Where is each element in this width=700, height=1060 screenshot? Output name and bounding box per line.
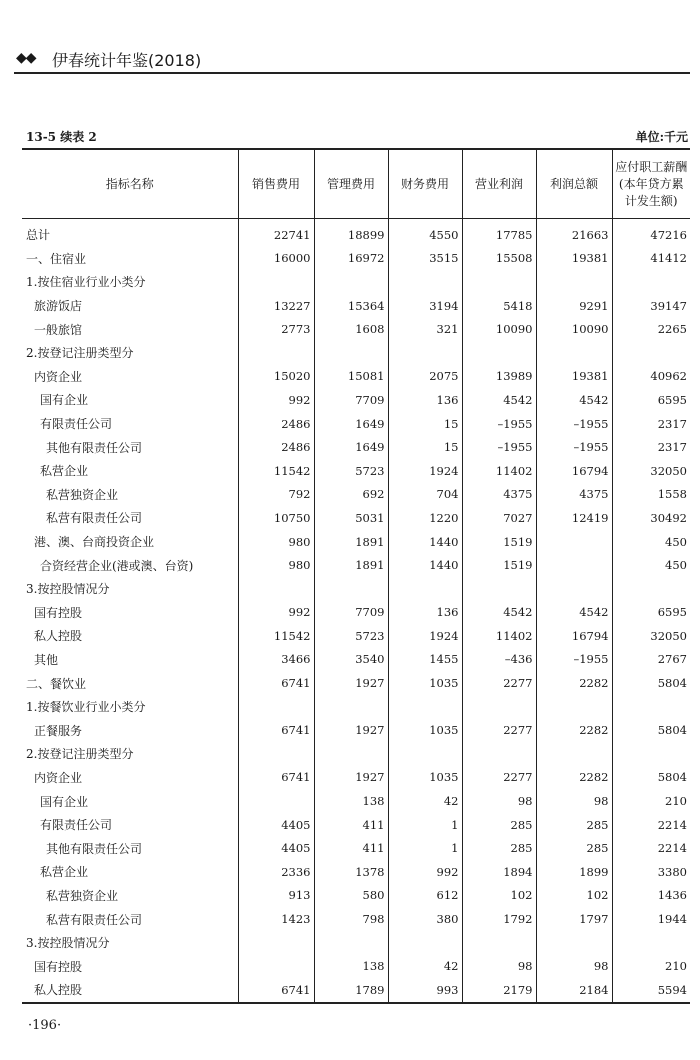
cell-value bbox=[238, 742, 314, 766]
cell-value: 321 bbox=[388, 317, 462, 341]
cell-value: 1455 bbox=[388, 648, 462, 672]
row-label: 私营有限责任公司 bbox=[46, 511, 143, 526]
cell-value bbox=[612, 742, 690, 766]
cell-value: 11402 bbox=[462, 624, 536, 648]
cell-value: 16794 bbox=[536, 459, 612, 483]
cell-value: 992 bbox=[238, 388, 314, 412]
row-label: 二、餐饮业 bbox=[26, 676, 87, 691]
cell-value: 16000 bbox=[238, 247, 314, 271]
cell-value: 3515 bbox=[388, 247, 462, 271]
cell-value bbox=[536, 341, 612, 365]
column-header-finance-expense: 财务费用 bbox=[388, 149, 462, 219]
cell-value: 1927 bbox=[314, 671, 388, 695]
cell-value: 2277 bbox=[462, 766, 536, 790]
table-row bbox=[22, 530, 690, 554]
cell-value bbox=[314, 931, 388, 955]
cell-value bbox=[314, 341, 388, 365]
cell-value bbox=[388, 931, 462, 955]
cell-value: 5594 bbox=[612, 978, 690, 1003]
cell-value: 15 bbox=[388, 435, 462, 459]
cell-value: 3194 bbox=[388, 294, 462, 318]
row-label: 其他有限责任公司 bbox=[46, 841, 143, 856]
cell-value: 15020 bbox=[238, 365, 314, 389]
cell-value: 41412 bbox=[612, 247, 690, 271]
cell-value: –1955 bbox=[462, 412, 536, 436]
table-row bbox=[22, 978, 690, 1003]
cell-value: 32050 bbox=[612, 459, 690, 483]
cell-value: 1 bbox=[388, 813, 462, 837]
cell-value: 1927 bbox=[314, 718, 388, 742]
cell-value bbox=[314, 695, 388, 719]
table-row bbox=[22, 789, 690, 813]
diamond-marker-icon: ◆◆ bbox=[16, 50, 36, 66]
cell-value bbox=[462, 695, 536, 719]
cell-value: 210 bbox=[612, 954, 690, 978]
row-label: 国有控股 bbox=[34, 959, 83, 974]
cell-value: 993 bbox=[388, 978, 462, 1003]
cell-value: 1519 bbox=[462, 553, 536, 577]
cell-value: 1035 bbox=[388, 671, 462, 695]
cell-value: 411 bbox=[314, 813, 388, 837]
cell-value: 1035 bbox=[388, 766, 462, 790]
cell-value: 1519 bbox=[462, 530, 536, 554]
cell-value bbox=[462, 931, 536, 955]
cell-value: 102 bbox=[536, 884, 612, 908]
table-row bbox=[22, 954, 690, 978]
cell-value: 6741 bbox=[238, 766, 314, 790]
cell-value: 2277 bbox=[462, 718, 536, 742]
table-row bbox=[22, 671, 690, 695]
cell-value: 980 bbox=[238, 553, 314, 577]
cell-value: 1035 bbox=[388, 718, 462, 742]
cell-value: 5031 bbox=[314, 506, 388, 530]
cell-value: 4405 bbox=[238, 813, 314, 837]
table-header-row bbox=[22, 149, 690, 219]
cell-value: 2317 bbox=[612, 435, 690, 459]
column-header-operating-profit: 营业利润 bbox=[462, 149, 536, 219]
table-row bbox=[22, 553, 690, 577]
cell-value: 19381 bbox=[536, 247, 612, 271]
cell-value: 285 bbox=[462, 813, 536, 837]
cell-value: 2767 bbox=[612, 648, 690, 672]
table-row bbox=[22, 742, 690, 766]
running-header bbox=[14, 46, 690, 74]
row-label: 一、住宿业 bbox=[26, 251, 87, 266]
table-row bbox=[22, 247, 690, 271]
cell-value: 1423 bbox=[238, 907, 314, 931]
cell-value: 7027 bbox=[462, 506, 536, 530]
cell-value: 102 bbox=[462, 884, 536, 908]
cell-value: 1378 bbox=[314, 860, 388, 884]
cell-value: 2282 bbox=[536, 718, 612, 742]
cell-value: 11402 bbox=[462, 459, 536, 483]
cell-value bbox=[462, 577, 536, 601]
cell-value: 6741 bbox=[238, 718, 314, 742]
cell-value: 1649 bbox=[314, 412, 388, 436]
cell-value: 2773 bbox=[238, 317, 314, 341]
cell-value: –1955 bbox=[536, 648, 612, 672]
row-label: 私营独资企业 bbox=[46, 487, 119, 502]
cell-value: 2486 bbox=[238, 412, 314, 436]
cell-value: 913 bbox=[238, 884, 314, 908]
cell-value: 2277 bbox=[462, 671, 536, 695]
cell-value: 4375 bbox=[462, 483, 536, 507]
table-row bbox=[22, 483, 690, 507]
cell-value: 980 bbox=[238, 530, 314, 554]
cell-value bbox=[536, 270, 612, 294]
cell-value: 5804 bbox=[612, 671, 690, 695]
cell-value: –1955 bbox=[462, 435, 536, 459]
cell-value: 42 bbox=[388, 789, 462, 813]
cell-value: 1220 bbox=[388, 506, 462, 530]
cell-value: 15364 bbox=[314, 294, 388, 318]
cell-value: 11542 bbox=[238, 624, 314, 648]
cell-value: 18899 bbox=[314, 219, 388, 247]
cell-value: 10750 bbox=[238, 506, 314, 530]
cell-value: 9291 bbox=[536, 294, 612, 318]
cell-value: 5804 bbox=[612, 718, 690, 742]
cell-value: 411 bbox=[314, 836, 388, 860]
cell-value: 612 bbox=[388, 884, 462, 908]
cell-value bbox=[238, 954, 314, 978]
cell-value: 4542 bbox=[536, 388, 612, 412]
cell-value: 1792 bbox=[462, 907, 536, 931]
column-header-sales-expense: 销售费用 bbox=[238, 149, 314, 219]
cell-value: 5418 bbox=[462, 294, 536, 318]
row-label: 1.按住宿业行业小类分 bbox=[26, 275, 146, 290]
table-row bbox=[22, 270, 690, 294]
cell-value: 2214 bbox=[612, 813, 690, 837]
table-row bbox=[22, 718, 690, 742]
cell-value: 1649 bbox=[314, 435, 388, 459]
row-label: 3.按控股情况分 bbox=[26, 582, 110, 597]
table-row bbox=[22, 836, 690, 860]
cell-value bbox=[388, 742, 462, 766]
cell-value bbox=[612, 577, 690, 601]
cell-value: 4542 bbox=[462, 601, 536, 625]
cell-value: 450 bbox=[612, 553, 690, 577]
row-label: 内资企业 bbox=[34, 770, 83, 785]
table-row bbox=[22, 388, 690, 412]
cell-value: 98 bbox=[536, 789, 612, 813]
cell-value: 30492 bbox=[612, 506, 690, 530]
cell-value: 7709 bbox=[314, 388, 388, 412]
table-row bbox=[22, 219, 690, 247]
cell-value: 2282 bbox=[536, 671, 612, 695]
cell-value: 138 bbox=[314, 789, 388, 813]
cell-value: 6595 bbox=[612, 601, 690, 625]
row-label: 私营独资企业 bbox=[46, 888, 119, 903]
row-label: 有限责任公司 bbox=[40, 417, 113, 432]
cell-value: 42 bbox=[388, 954, 462, 978]
cell-value: 10090 bbox=[536, 317, 612, 341]
cell-value: 136 bbox=[388, 601, 462, 625]
cell-value: 10090 bbox=[462, 317, 536, 341]
table-row bbox=[22, 435, 690, 459]
cell-value: 15081 bbox=[314, 365, 388, 389]
cell-value bbox=[238, 577, 314, 601]
cell-value: 6741 bbox=[238, 671, 314, 695]
cell-value bbox=[536, 742, 612, 766]
cell-value: 992 bbox=[238, 601, 314, 625]
table-row bbox=[22, 813, 690, 837]
cell-value: 210 bbox=[612, 789, 690, 813]
cell-value: 4375 bbox=[536, 483, 612, 507]
cell-value: 4542 bbox=[462, 388, 536, 412]
cell-value bbox=[388, 341, 462, 365]
cell-value bbox=[314, 577, 388, 601]
table-row bbox=[22, 506, 690, 530]
cell-value: 138 bbox=[314, 954, 388, 978]
cell-value: 2184 bbox=[536, 978, 612, 1003]
cell-value: 15508 bbox=[462, 247, 536, 271]
table-id: 13-5 续表 2 bbox=[26, 130, 97, 144]
cell-value: 4550 bbox=[388, 219, 462, 247]
cell-value: 19381 bbox=[536, 365, 612, 389]
cell-value: –1955 bbox=[536, 435, 612, 459]
row-label: 内资企业 bbox=[34, 369, 83, 384]
table-row bbox=[22, 695, 690, 719]
cell-value: 580 bbox=[314, 884, 388, 908]
cell-value: 2336 bbox=[238, 860, 314, 884]
table-row bbox=[22, 412, 690, 436]
cell-value bbox=[462, 742, 536, 766]
row-label: 私营企业 bbox=[40, 464, 89, 479]
cell-value: 792 bbox=[238, 483, 314, 507]
cell-value: 1899 bbox=[536, 860, 612, 884]
row-label: 港、澳、台商投资企业 bbox=[34, 535, 155, 550]
cell-value bbox=[536, 553, 612, 577]
cell-value bbox=[388, 695, 462, 719]
table-row bbox=[22, 601, 690, 625]
cell-value: 2486 bbox=[238, 435, 314, 459]
cell-value: 450 bbox=[612, 530, 690, 554]
cell-value: 2179 bbox=[462, 978, 536, 1003]
column-header-indicator: 指标名称 bbox=[22, 149, 238, 219]
table-row bbox=[22, 766, 690, 790]
unit-label: 单位:千元 bbox=[635, 130, 688, 144]
row-label: 其他 bbox=[34, 652, 59, 667]
cell-value: 15 bbox=[388, 412, 462, 436]
row-label: 私人控股 bbox=[22, 978, 238, 1003]
cell-value bbox=[388, 577, 462, 601]
cell-value: 7709 bbox=[314, 601, 388, 625]
cell-value: 1440 bbox=[388, 553, 462, 577]
row-label: 国有控股 bbox=[34, 605, 83, 620]
cell-value: 1924 bbox=[388, 624, 462, 648]
cell-value bbox=[612, 695, 690, 719]
cell-value bbox=[314, 270, 388, 294]
cell-value: 2214 bbox=[612, 836, 690, 860]
row-label: 有限责任公司 bbox=[40, 818, 113, 833]
row-label: 旅游饭店 bbox=[34, 299, 83, 314]
statistics-table bbox=[22, 148, 690, 1004]
row-label: 一般旅馆 bbox=[34, 322, 83, 337]
cell-value: 1608 bbox=[314, 317, 388, 341]
cell-value: 21663 bbox=[536, 219, 612, 247]
cell-value: 1558 bbox=[612, 483, 690, 507]
cell-value: 40962 bbox=[612, 365, 690, 389]
cell-value: 1789 bbox=[314, 978, 388, 1003]
row-label: 3.按控股情况分 bbox=[26, 936, 110, 951]
cell-value: 13227 bbox=[238, 294, 314, 318]
cell-value: 11542 bbox=[238, 459, 314, 483]
table-body bbox=[22, 219, 690, 1003]
column-header-total-profit: 利润总额 bbox=[536, 149, 612, 219]
cell-value: 22741 bbox=[238, 219, 314, 247]
row-label: 私人控股 bbox=[34, 629, 83, 644]
table-row bbox=[22, 294, 690, 318]
table-row bbox=[22, 931, 690, 955]
cell-value bbox=[536, 577, 612, 601]
cell-value: 1440 bbox=[388, 530, 462, 554]
table-row bbox=[22, 317, 690, 341]
cell-value: 1894 bbox=[462, 860, 536, 884]
cell-value: 3380 bbox=[612, 860, 690, 884]
cell-value bbox=[238, 270, 314, 294]
cell-value bbox=[612, 270, 690, 294]
table-row bbox=[22, 365, 690, 389]
cell-value bbox=[314, 742, 388, 766]
cell-value bbox=[612, 931, 690, 955]
cell-value bbox=[536, 530, 612, 554]
cell-value: 5723 bbox=[314, 459, 388, 483]
table-row bbox=[22, 860, 690, 884]
cell-value bbox=[612, 341, 690, 365]
cell-value: 692 bbox=[314, 483, 388, 507]
cell-value: 1797 bbox=[536, 907, 612, 931]
cell-value: 285 bbox=[462, 836, 536, 860]
cell-value: 2265 bbox=[612, 317, 690, 341]
cell-value: 136 bbox=[388, 388, 462, 412]
row-label: 总计 bbox=[26, 228, 51, 243]
row-label: 私营企业 bbox=[40, 865, 89, 880]
cell-value: 1891 bbox=[314, 553, 388, 577]
row-label: 合资经营企业(港或澳、台资) bbox=[40, 558, 194, 573]
cell-value: 32050 bbox=[612, 624, 690, 648]
cell-value: 2317 bbox=[612, 412, 690, 436]
yearbook-title: 伊春统计年鉴(2018) bbox=[52, 51, 202, 70]
cell-value: 6595 bbox=[612, 388, 690, 412]
cell-value: 798 bbox=[314, 907, 388, 931]
cell-value: 1944 bbox=[612, 907, 690, 931]
table-row bbox=[22, 459, 690, 483]
cell-value: 16794 bbox=[536, 624, 612, 648]
column-header-admin-expense: 管理费用 bbox=[314, 149, 388, 219]
cell-value: 13989 bbox=[462, 365, 536, 389]
cell-value: 6741 bbox=[238, 978, 314, 1003]
row-label: 国有企业 bbox=[40, 393, 89, 408]
cell-value: 380 bbox=[388, 907, 462, 931]
cell-value: 1927 bbox=[314, 766, 388, 790]
cell-value: –1955 bbox=[536, 412, 612, 436]
cell-value: 285 bbox=[536, 813, 612, 837]
cell-value: 12419 bbox=[536, 506, 612, 530]
cell-value bbox=[462, 341, 536, 365]
cell-value bbox=[462, 270, 536, 294]
cell-value: 39147 bbox=[612, 294, 690, 318]
cell-value: 98 bbox=[462, 954, 536, 978]
row-label: 1.按餐饮业行业小类分 bbox=[26, 700, 146, 715]
cell-value: 4542 bbox=[536, 601, 612, 625]
cell-value: 1 bbox=[388, 836, 462, 860]
cell-value: 47216 bbox=[612, 219, 690, 247]
cell-value: 3540 bbox=[314, 648, 388, 672]
cell-value bbox=[238, 931, 314, 955]
row-label: 私营有限责任公司 bbox=[46, 912, 143, 927]
row-label: 国有企业 bbox=[40, 794, 89, 809]
cell-value: 1436 bbox=[612, 884, 690, 908]
cell-value: 17785 bbox=[462, 219, 536, 247]
table-row bbox=[22, 907, 690, 931]
table-row bbox=[22, 341, 690, 365]
cell-value bbox=[536, 695, 612, 719]
cell-value bbox=[536, 931, 612, 955]
cell-value bbox=[238, 789, 314, 813]
table-row bbox=[22, 884, 690, 908]
row-label: 其他有限责任公司 bbox=[46, 440, 143, 455]
column-header-payroll-payable: 应付职工薪酬(本年贷方累计发生额) bbox=[612, 149, 690, 219]
cell-value bbox=[238, 695, 314, 719]
cell-value: 285 bbox=[536, 836, 612, 860]
cell-value: 992 bbox=[388, 860, 462, 884]
cell-value: 98 bbox=[536, 954, 612, 978]
cell-value: 1891 bbox=[314, 530, 388, 554]
table-row bbox=[22, 577, 690, 601]
cell-value: 704 bbox=[388, 483, 462, 507]
page-number: ·196· bbox=[28, 1018, 62, 1033]
table-row bbox=[22, 648, 690, 672]
cell-value: 1924 bbox=[388, 459, 462, 483]
row-label: 2.按登记注册类型分 bbox=[26, 346, 134, 361]
cell-value: 98 bbox=[462, 789, 536, 813]
cell-value: 16972 bbox=[314, 247, 388, 271]
cell-value bbox=[238, 341, 314, 365]
cell-value: 5804 bbox=[612, 766, 690, 790]
row-label: 2.按登记注册类型分 bbox=[26, 747, 134, 762]
cell-value: 2075 bbox=[388, 365, 462, 389]
cell-value: 5723 bbox=[314, 624, 388, 648]
table-row bbox=[22, 624, 690, 648]
cell-value: 3466 bbox=[238, 648, 314, 672]
cell-value: 4405 bbox=[238, 836, 314, 860]
cell-value bbox=[388, 270, 462, 294]
cell-value: –436 bbox=[462, 648, 536, 672]
cell-value: 2282 bbox=[536, 766, 612, 790]
row-label: 正餐服务 bbox=[34, 723, 83, 738]
